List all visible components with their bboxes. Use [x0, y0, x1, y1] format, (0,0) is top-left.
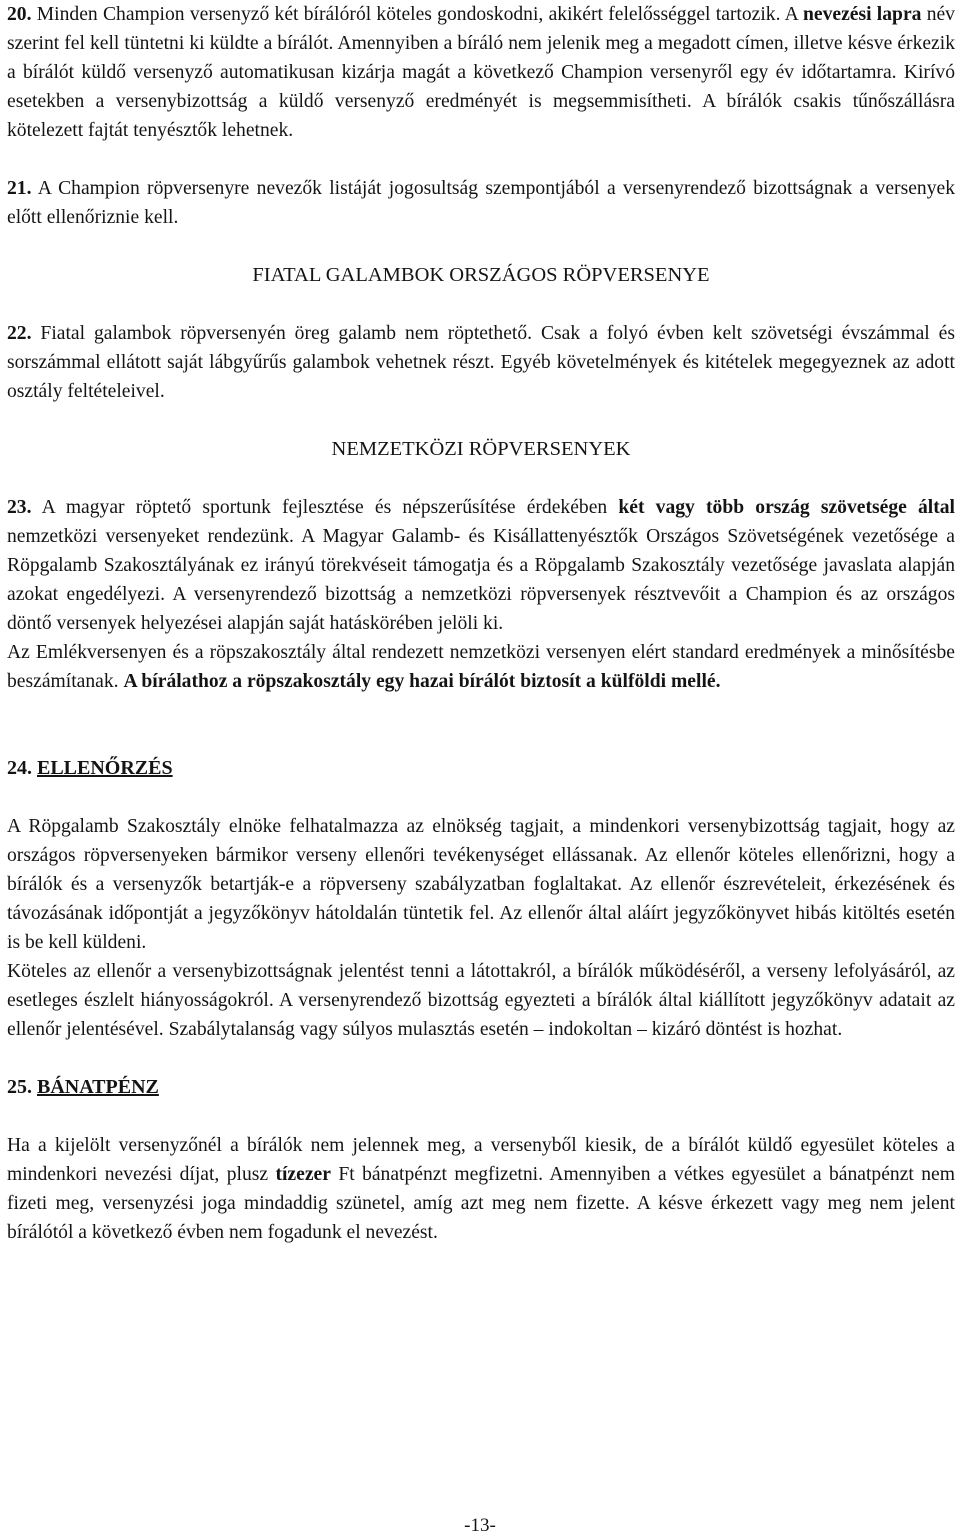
paragraph-text: Az Emlékversenyen és a röpszakosztály által rendezett nemzetközi versenyen elért standard eredmények a minősítésbe beszámítanak. [7, 642, 955, 692]
paragraph-text: Ha a kijelölt versenyzőnél a bírálók nem jelennek meg, a versenyből kiesik, de a bírálót küldő egyesület köteles a mindenkori nevezési díjat, plusz [7, 1135, 955, 1185]
paragraph-text: név szerint fel kell tüntetni ki küldte a bírálót. Amennyiben a bíráló nem jelenik meg a megadott címen, illetve késve érkezik a bírálót küldő versenyző automatikusan kizárja magát a következő Champion versenyről egy év időtartamra. Kirívó esetekben a versenybizottság a küldő versenyző eredményét is megsemmisítheti. A bírálók csakis tűnőszállásra kötelezett fajtát tenyésztők lehetnek. [7, 4, 955, 141]
paragraph-20 [7, 0, 955, 145]
paragraph-text: A Champion röpversenyre nevezők listáját jogosultság szempontjából a versenyrendező bizottságnak a versenyek előtt ellenőriznie kell. [7, 178, 955, 228]
document-page [7, 0, 955, 1247]
paragraph-25 [7, 1131, 955, 1247]
paragraph-21 [7, 174, 955, 232]
section-number: 24. [7, 757, 32, 779]
paragraph-text: Ft bánatpénzt megfizetni. Amennyiben a vétkes egyesület a bánatpénzt nem fizeti meg, versenyzési joga mindaddig szünetel, amíg azt meg nem fizette. A késve érkezett vagy meg nem jelent bírálótól a következő évben nem fogadunk el nevezést. [7, 1164, 955, 1243]
paragraph-text: nemzetközi versenyeket rendezünk. A Magyar Galamb- és Kisállattenyésztők Országos Szövetségének vezetősége a Röpgalamb Szakosztályának ez irányú törekvéseit támogatja és a Röpgalamb Szakosztály vezetősége javaslata alapján azokat engedélyezi. A versenyrendező bizottság a nemzetközi röpversenyek résztvevőit a Champion és az országos döntő versenyek helyezései alapján saját hatáskörében jelöli ki. [7, 526, 955, 634]
section-heading-nemzetkozi: NEMZETKÖZI RÖPVERSENYEK [331, 438, 631, 460]
section-title-text: BÁNATPÉNZ [37, 1076, 159, 1098]
section-number: 25. [7, 1076, 32, 1098]
paragraph-number: 23. [7, 497, 32, 518]
bold-text: A bírálathoz a röpszakosztály egy hazai bírálót biztosít a külföldi mellé. [123, 671, 721, 692]
paragraph-number: 21. [7, 178, 32, 199]
paragraph-23-continued [7, 638, 955, 696]
bold-text: tízezer [275, 1164, 331, 1185]
paragraph-text: Fiatal galambok röpversenyén öreg galamb nem röptethető. Csak a folyó évben kelt szövetségi évszámmal és sorszámmal ellátott saját lábgyűrűs galambok vehetnek részt. Egyéb követelmények és kitételek megegyeznek az adott osztály feltételeivel. [7, 323, 955, 402]
section-title-text: ELLENŐRZÉS [37, 757, 173, 779]
bold-text: nevezési lapra [803, 4, 922, 25]
section-title-25 [7, 1073, 955, 1102]
paragraph-text: Minden Champion versenyző két bírálóról köteles gondoskodni, akikért felelősséggel tartozik. A [31, 4, 803, 25]
paragraph-number: 22. [7, 323, 32, 344]
section-heading-fiatal-galambok: FIATAL GALAMBOK ORSZÁGOS RÖPVERSENYE [252, 264, 710, 286]
page-number: -13- [464, 1515, 496, 1536]
paragraph-24-1: A Röpgalamb Szakosztály elnöke felhatalmazza az elnökség tagjait, a mindenkori versenybizottság tagjait, hogy az országos röpversenyeken bármikor verseny ellenőri tevékenységet ellássanak. Az ellenőr köteles ellenőrizni, hogy a bírálók és a versenyzők betartják-e a röpverseny szabályzatban foglaltakat. Az ellenőr észrevételeit, érkezésének és távozásának időpontját a jegyzőkönyv hátoldalán tüntetik fel. Az ellenőr által aláírt jegyzőkönyvet hibás kitöltés esetén is be kell küldeni. [7, 816, 955, 953]
paragraph-22 [7, 319, 955, 406]
paragraph-24-2: Köteles az ellenőr a versenybizottságnak jelentést tenni a látottakról, a bírálók működéséről, a verseny lefolyásáról, az esetleges észlelt hiányosságokról. A versenyrendező bizottság egyezteti a bírálók által kiállított jegyzőkönyv adatait az ellenőr jelentésével. Szabálytalanság vagy súlyos mulasztás esetén – indokoltan – kizáró döntést is hozhat. [7, 961, 955, 1040]
paragraph-number: 20. [7, 4, 32, 25]
section-title-24 [7, 754, 955, 783]
bold-text: két vagy több ország szövetsége által [618, 497, 955, 518]
paragraph-text: A magyar röptető sportunk fejlesztése és népszerűsítése érdekében [31, 497, 619, 518]
paragraph-23 [7, 493, 955, 638]
